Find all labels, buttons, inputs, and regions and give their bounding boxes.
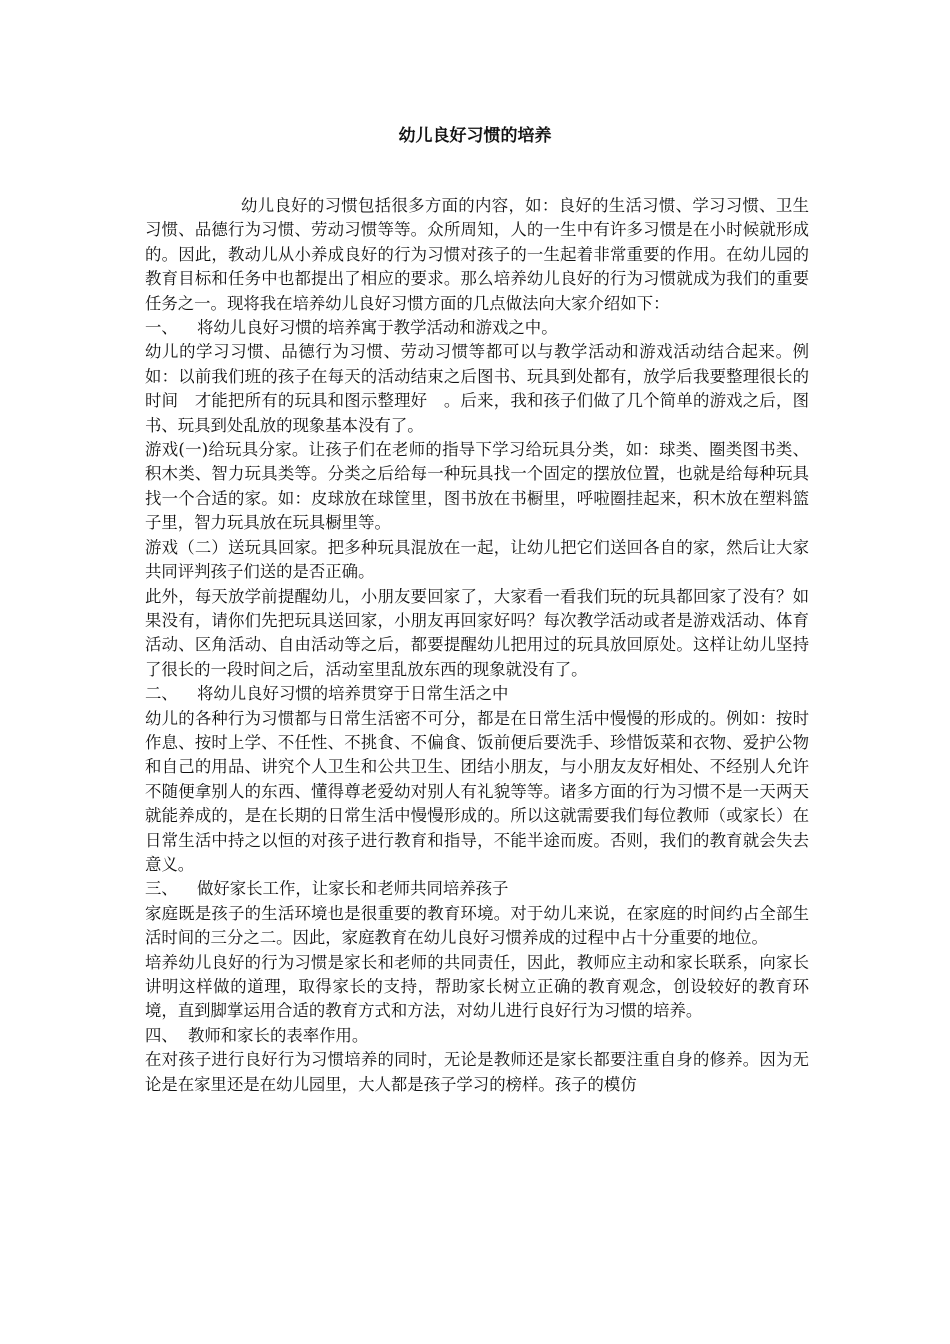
section-heading-2: [145, 682, 809, 706]
section-3-paragraph-1: 家庭既是孩子的生活环境也是很重要的教育环境。对于幼儿来说，在家庭的时间约占全部生活时间的三分之二。因此，家庭教育在幼儿良好习惯养成的过程中占十分重要的地位。: [145, 903, 809, 948]
section-2-paragraph-1: 幼儿的各种行为习惯都与日常生活密不可分，都是在日常生活中慢慢的形成的。例如：按时作息、按时上学、不任性、不挑食、不偏食、饭前便后要洗手、珍惜饭菜和衣物、爱护公物和自己的用品、讲究个人卫生和公共卫生、团结小朋友，与小朋友友好相处、不经别人允许不随便拿别人的东西、懂得尊老爱幼对别人有礼貌等等。诸多方面的行为习惯不是一天两天就能养成的，是在长期的日常生活中慢慢形成的。所以这就需要我们每位教师（或家长）在日常生活中持之以恒的对孩子进行教育和指导，不能半途而废。否则，我们的教育就会失去意义。: [145, 708, 809, 874]
section-heading-4: [145, 1024, 809, 1048]
section-heading-text-4: 教师和家长的表率作用。: [188, 1025, 369, 1045]
section-3-paragraph-2: 培养幼儿良好的行为习惯是家长和老师的共同责任，因此，教师应主动和家长联系，向家长讲明这样做的道理，取得家长的支持，帮助家长树立正确的教育观念，创设较好的教育环境，直到脚掌运用合适的教育方式和方法，对幼儿进行良好行为习惯的培养。: [145, 952, 809, 1021]
section-1-paragraph-1: 幼儿的学习习惯、品德行为习惯、劳动习惯等都可以与教学活动和游戏活动结合起来。例如：以前我们班的孩子在每天的活动结束之后图书、玩具到处都有，放学后我要整理很长的时间 才能把所有的玩具和图示整理好 。后来，我和孩子们做了几个简单的游戏之后，图书、玩具到处乱放的现象基本没有了。: [145, 342, 809, 435]
section-number-3: 三、: [145, 879, 178, 899]
section-heading-text-1: 将幼儿良好习惯的培养寓于教学活动和游戏之中。: [197, 318, 558, 338]
section-4-paragraph-1: 在对孩子进行良好行为习惯培养的同时，无论是教师还是家长都要注重自身的修养。因为无论是在家里还是在幼儿园里，大人都是孩子学习的榜样。孩子的模仿: [145, 1050, 809, 1094]
document-title: 幼儿良好习惯的培养: [398, 126, 552, 146]
intro-paragraph: 幼儿良好的习惯包括很多方面的内容，如：良好的生活习惯、学习习惯、卫生习惯、品德行为习惯、劳动习惯等等。众所周知，人的一生中有许多习惯是在小时候就形成的。因此，教动儿从小养成良好的行为习惯对孩子的一生起着非常重要的作用。在幼儿园的教育目标和任务中也都提出了相应的要求。那么培养幼儿良好的行为习惯就成为我们的重要任务之一。现将我在培养幼儿良好习惯方面的几点做法向大家介绍如下：: [145, 196, 809, 313]
section-number-2: 二、: [145, 684, 178, 704]
section-number-4: 四、: [145, 1025, 178, 1045]
section-1-paragraph-4: 此外，每天放学前提醒幼儿，小朋友要回家了，大家看一看我们玩的玩具都回家了没有？如果没有，请你们先把玩具送回家，小朋友再回家好吗？每次教学活动或者是游戏活动、体育活动、区角活动、自由活动等之后，都要提醒幼儿把用过的玩具放回原处。这样让幼儿坚持了很长的一段时间之后，活动室里乱放东西的现象就没有了。: [145, 586, 809, 679]
section-heading-text-2: 将幼儿良好习惯的培养贯穿于日常生活之中: [197, 684, 509, 704]
section-number-1: 一、: [145, 318, 178, 338]
document-body: [145, 194, 809, 1097]
section-1-paragraph-3: 游戏（二）送玩具回家。把多种玩具混放在一起，让幼儿把它们送回各自的家，然后让大家共同评判孩子们送的是否正确。: [145, 537, 809, 582]
section-heading-text-3: 做好家长工作，让家长和老师共同培养孩子: [197, 879, 509, 899]
section-heading-3: [145, 877, 809, 901]
section-1-paragraph-2: 游戏(一)给玩具分家。让孩子们在老师的指导下学习给玩具分类，如：球类、圈类图书类、积木类、智力玩具类等。分类之后给每一种玩具找一个固定的摆放位置，也就是给每种玩具找一个合适的家。如：皮球放在球筐里，图书放在书橱里，呼啦圈挂起来，积木放在塑料篮子里，智力玩具放在玩具橱里等。: [145, 440, 809, 533]
section-heading-1: [145, 316, 809, 340]
